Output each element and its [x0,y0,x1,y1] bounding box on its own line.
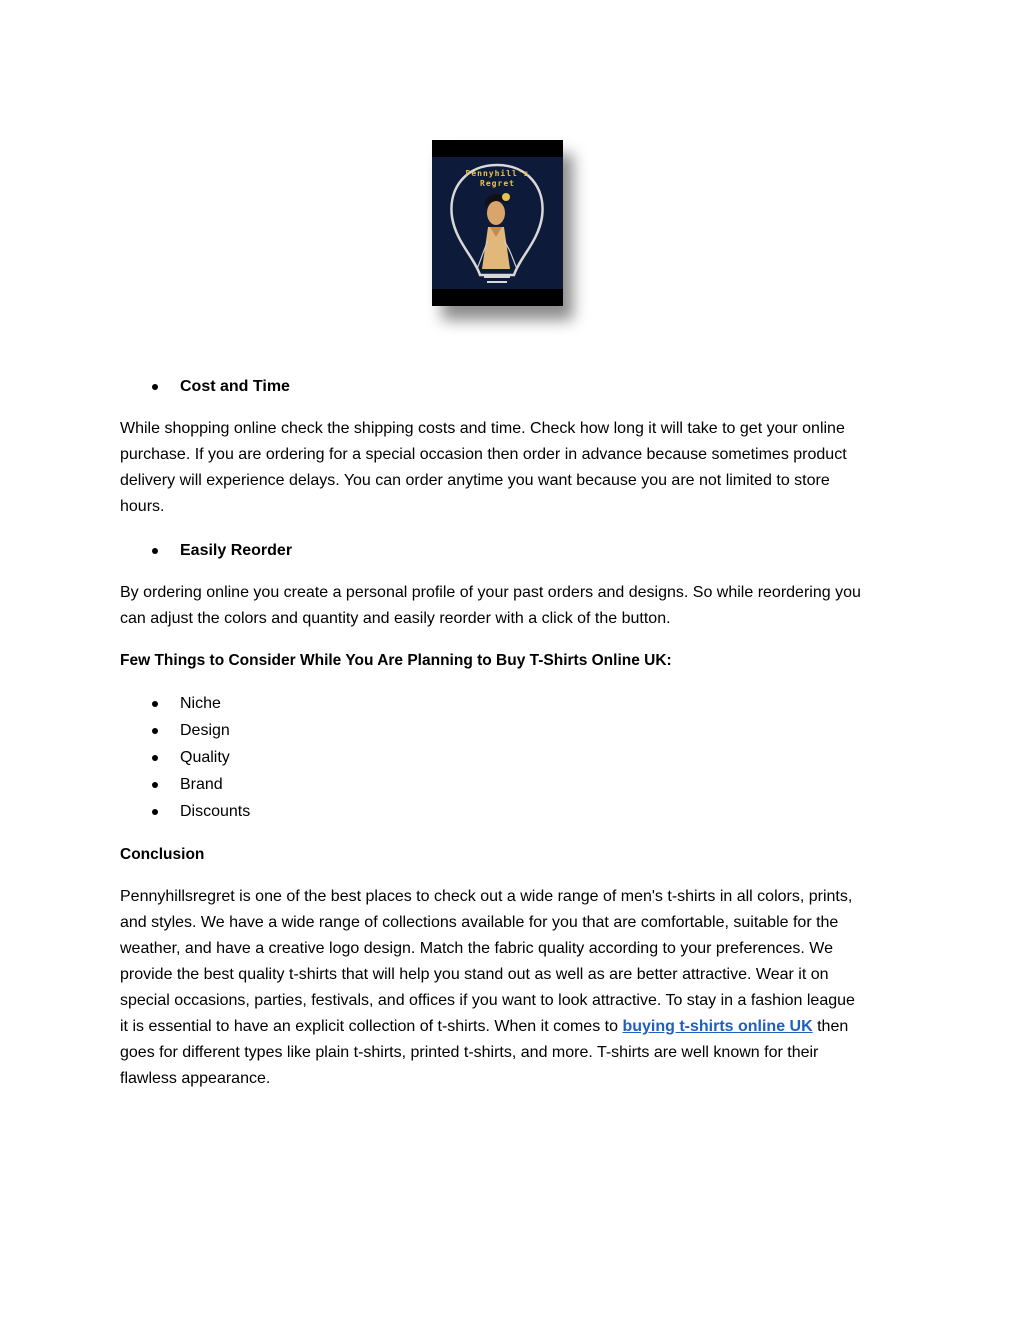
logo-brand-text [432,169,563,189]
list-item: Discounts [120,802,420,829]
bullet-icon [152,384,158,390]
conclusion-line-with-link: it is essential to have an explicit collection of t-shirts. When it comes to buying t-shirts online UK then [120,1018,849,1035]
bullet-icon [152,728,158,734]
buying-tshirts-link[interactable]: buying t-shirts online UK [622,1018,813,1035]
paragraph-reorder: By ordering online you create a personal profile of your past orders and designs. So while reordering you can adjust the colors and quantity and easily reorder with a click of the button. [120,584,861,627]
bullet-icon [152,701,158,707]
heading-conclusion: Conclusion [120,846,205,863]
bullet-icon [152,548,158,554]
bullet-icon [152,782,158,788]
bullet-icon [152,809,158,815]
logo-text-line2: Regret [480,179,515,188]
considerations-list [120,694,420,829]
section-heading-reorder: Easily Reorder [120,541,520,561]
paragraph-cost-time: While shopping online check the shipping costs and time. Check how long it will take to get your online purchase. If you are ordering for a special occasion then order in advance because sometimes product delivery will experience delays. You can order anytime you want because you are not limited to store hours. [120,420,847,515]
list-item: Niche [120,694,420,721]
list-item: Design [120,721,420,748]
heading-few-things: Few Things to Consider While You Are Planning to Buy T-Shirts Online UK: [120,652,672,669]
list-item: Quality [120,748,420,775]
section-heading-cost-time: Cost and Time [120,377,520,397]
logo-text-line1: Pennyhill's [465,169,530,178]
bullet-icon [152,755,158,761]
list-item: Brand [120,775,420,802]
brand-logo-image [432,140,563,306]
paragraph-conclusion: Pennyhillsregret is one of the best places to check out a wide range of men's t-shirts in all colors, prints, and styles. We have a wide range of collections available for you that are comfortable, suitable for the weather, and have a creative logo design. Match the fabric quality according to your preferences. We provide the best quality t-shirts that will help you stand out as well as are better attractive. Wear it on special occasions, parties, festivals, and offices if you want to look attractive. To stay in a fashion league it is essential to have an explicit collection of t-shirts. When it comes to buying t-shirts online UK then goes for different types like plain t-shirts, printed t-shirts, and more. T-shirts are well known for their flawless appearance. [120,884,910,1092]
logo-artwork [432,157,563,289]
